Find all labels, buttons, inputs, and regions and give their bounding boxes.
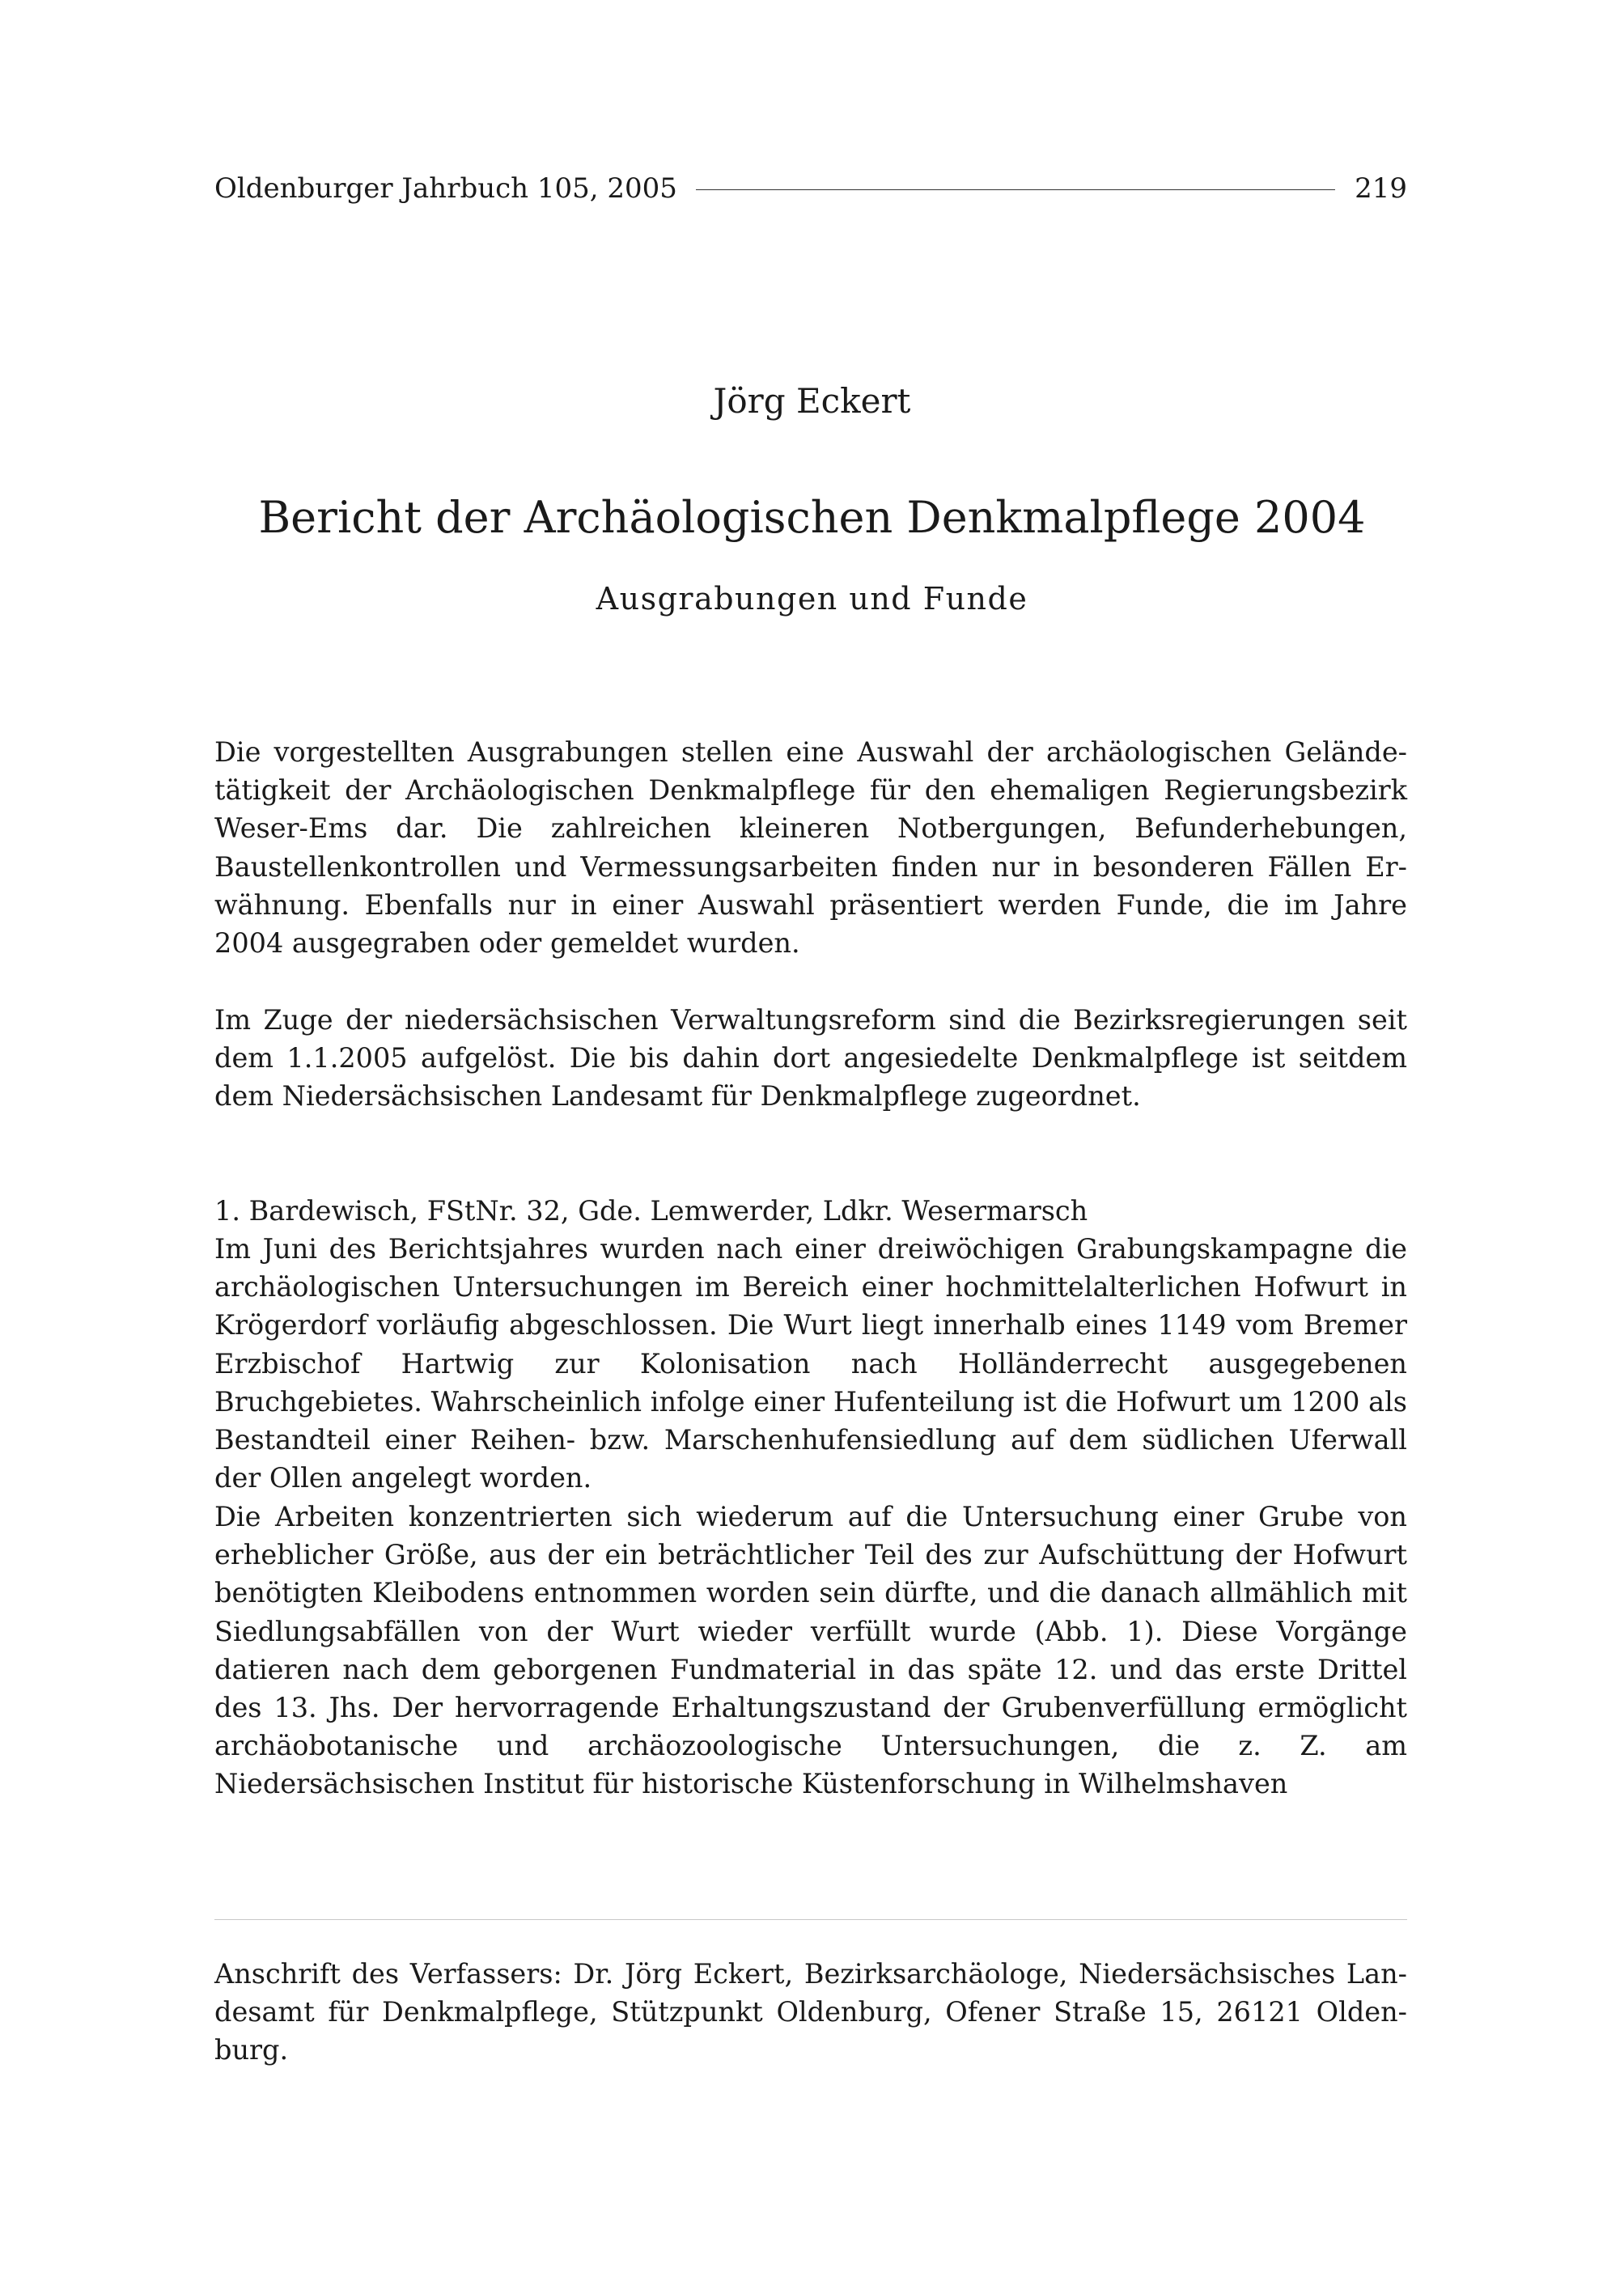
footnote-divider — [214, 1919, 1407, 1920]
page-number: 219 — [1355, 172, 1407, 205]
author-address-footnote: Anschrift des Verfassers: Dr. Jörg Eckert, Bezirksarchäologe, Niedersächsisches Landesamt für Denkmalpflege, Stützpunkt Oldenburg, Ofener Straße 15, 26121 Oldenburg. — [214, 1958, 1407, 2066]
article-title: Bericht der Archäologischen Denkmalpflege 2004 — [258, 492, 1366, 543]
article-author: Jörg Eckert — [713, 381, 911, 421]
intro-paragraph: Im Zuge der niedersächsischen Verwaltungsreform sind die Bezirksregierungen seit dem 1.1.2005 aufgelöst. Die bis dahin dort angesiedelte Denkmalpflege ist seitdem dem Niedersächsischen Landesamt für Denkmalpflege zugeordnet. — [214, 1004, 1407, 1113]
running-header — [214, 168, 1407, 209]
header-rule — [696, 189, 1335, 190]
section-paragraph: Die Arbeiten konzentrierten sich wiederum auf die Untersuchung einer Grube von erheblicher Größe, aus der ein beträchtlicher Teil des zur Aufschüttung der Hofwurt benötigten Kleibodens entnommen worden sein dürfte, und die danach allmählich mit Siedlungsabfällen von der Wurt wieder verfüllt wurde (Abb. 1). Diese Vorgänge datieren nach dem geborgenen Fundmaterial in das späte 12. und das erste Drittel des 13. Jhs. Der hervorragende Erhaltungszustand der Grubenverfüllung ermöglicht archäobotanische und archäozoologische Untersuchungen, die z. Z. am Niedersächsischen Institut für historische Küstenforschung in Wilhelmshaven — [214, 1501, 1407, 1800]
section-heading: 1. Bardewisch, FStNr. 32, Gde. Lemwerder, Ldkr. Wesermarsch — [214, 1195, 1088, 1227]
section-paragraph: Im Juni des Berichtsjahres wurden nach einer dreiwöchigen Grabungskampagne die archäologischen Untersuchungen im Bereich einer hochmittelalterlichen Hofwurt in Krögerdorf vorläufig abgeschlossen. Die Wurt liegt innerhalb eines 1149 vom Bremer Erzbischof Hartwig zur Kolonisation nach Holländerrecht ausgegebenen Bruchgebietes. Wahrscheinlich infolge einer Hufenteilung ist die Hofwurt um 1200 als Bestandteil einer Reihen- bzw. Marschenhufensiedlung auf dem südlichen Uferwall der Ollen angelegt worden. — [214, 1233, 1407, 1494]
journal-title: Oldenburger Jahrbuch 105, 2005 — [214, 172, 677, 205]
article-subtitle: Ausgrabungen und Funde — [596, 581, 1028, 617]
intro-paragraph: Die vorgestellten Ausgrabungen stellen eine Auswahl der archäologischen Geländetätigkeit der Archäologischen Denkmalpflege für den ehemaligen Regierungsbezirk Weser-Ems dar. Die zahlreichen kleineren Notbergungen, Befunderhebungen, Baustellenkontrollen und Vermessungsarbeiten finden nur in besonderen Fällen Erwähnung. Ebenfalls nur in einer Auswahl präsentiert werden Funde, die im Jahre 2004 ausgegraben oder gemeldet wurden. — [214, 736, 1407, 960]
